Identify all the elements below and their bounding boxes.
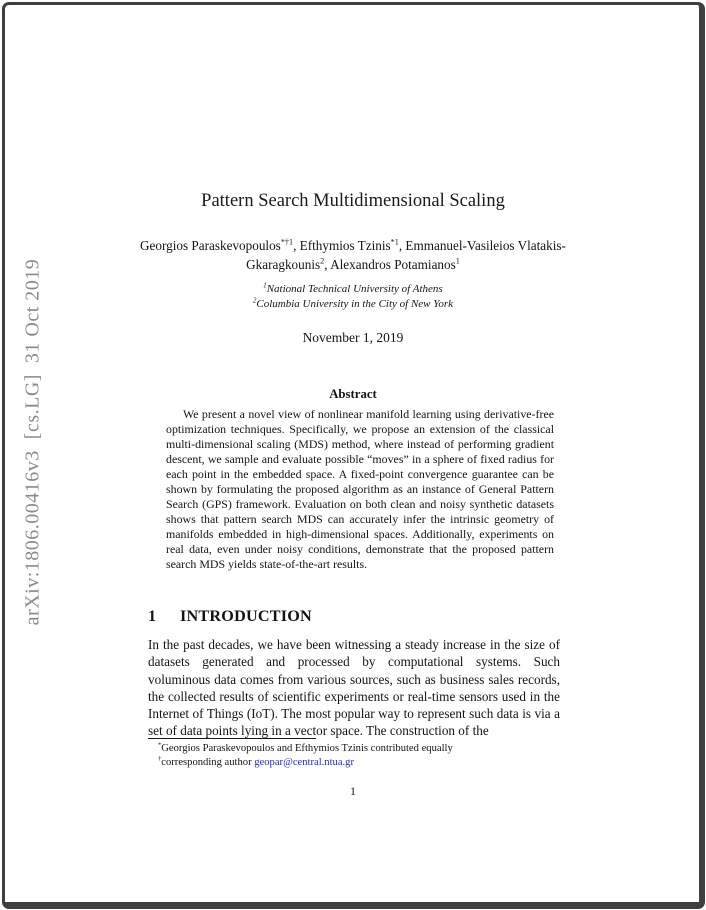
affiliation-item [73, 282, 633, 297]
affiliation-list [73, 282, 633, 311]
affiliation-item [73, 297, 633, 312]
author-name: Georgios Paraskevopoulos [140, 238, 281, 253]
section-heading-introduction [148, 607, 560, 626]
footnote-marker: * [158, 741, 162, 749]
section-title: INTRODUCTION [180, 607, 312, 625]
author-separator: , [293, 238, 300, 253]
footnote-equal-contribution [148, 742, 560, 756]
author-superscript: *1 [390, 237, 399, 247]
affiliation-name: Columbia University in the City of New York [256, 297, 454, 310]
page-number: 1 [350, 784, 356, 798]
author-separator: , [324, 257, 331, 272]
affiliation-superscript: 2 [252, 296, 257, 304]
affiliation-superscript: 1 [263, 282, 267, 290]
corresponding-author-email-link[interactable]: geopar@central.ntua.gr [254, 756, 355, 768]
author-superscript: 2 [320, 256, 325, 266]
author-separator: , [398, 238, 406, 253]
abstract-text: We present a novel view of nonlinear manifold learning using derivative-free optimization techniques. Specifically, we propose an extension of the classical multi-dimensional scaling (MDS) method, where instead of performing gradient descent, we sample and evaluate possible “moves” in a sphere of fixed radius for each point in the embedded space. A fixed-point convergence guarantee can be shown by formulating the proposed algorithm as an instance of General Pattern Search (GPS) framework. Evaluation on both clean and noisy synthetic datasets shows that pattern search MDS can accurately infer the intrinsic geometry of manifolds embedded in high-dimensional spaces. Additionally, experiments on real data, even under noisy conditions, demonstrate that the proposed pattern search MDS yields state-of-the-art results. [166, 407, 554, 571]
footnotes [148, 742, 560, 769]
author-list [133, 236, 573, 274]
arxiv-sidebar-banner: arXiv:1806.00416v3 [cs.LG] 31 Oct 2019 [21, 258, 44, 626]
paper-title: Pattern Search Multidimensional Scaling [201, 191, 505, 211]
footnote-text: corresponding author [161, 756, 255, 768]
author-name: Emmanuel-Vasileios Vlatakis-Gkaragkounis [246, 238, 566, 272]
author-name: Efthymios Tzinis [299, 238, 391, 253]
footnote-divider [148, 738, 316, 739]
author-name: Alexandros Potamianos [330, 257, 456, 272]
author-superscript: 1 [455, 256, 460, 266]
introduction-paragraph: In the past decades, we have been witnessing a steady increase in the size of datasets generated and processed by computational systems. Such voluminous data comes from various sources, such as business sales records, the collected results of scientific experiments or real-time sensors used in the Internet of Things (IoT). The most popular way to represent such data is via a set of data points lying in a vector space. The construction of the [148, 637, 560, 739]
section-number: 1 [148, 607, 157, 625]
affiliation-name: National Technical University of Athens [266, 283, 443, 295]
abstract-heading: Abstract [329, 387, 377, 401]
footnote-text: Georgios Paraskevopoulos and Efthymios Tzinis contributed equally [161, 743, 453, 754]
author-superscript: *†1 [280, 237, 294, 247]
footnote-marker: † [158, 754, 162, 762]
footnote-corresponding-author [148, 756, 560, 770]
publication-date: November 1, 2019 [302, 330, 404, 345]
